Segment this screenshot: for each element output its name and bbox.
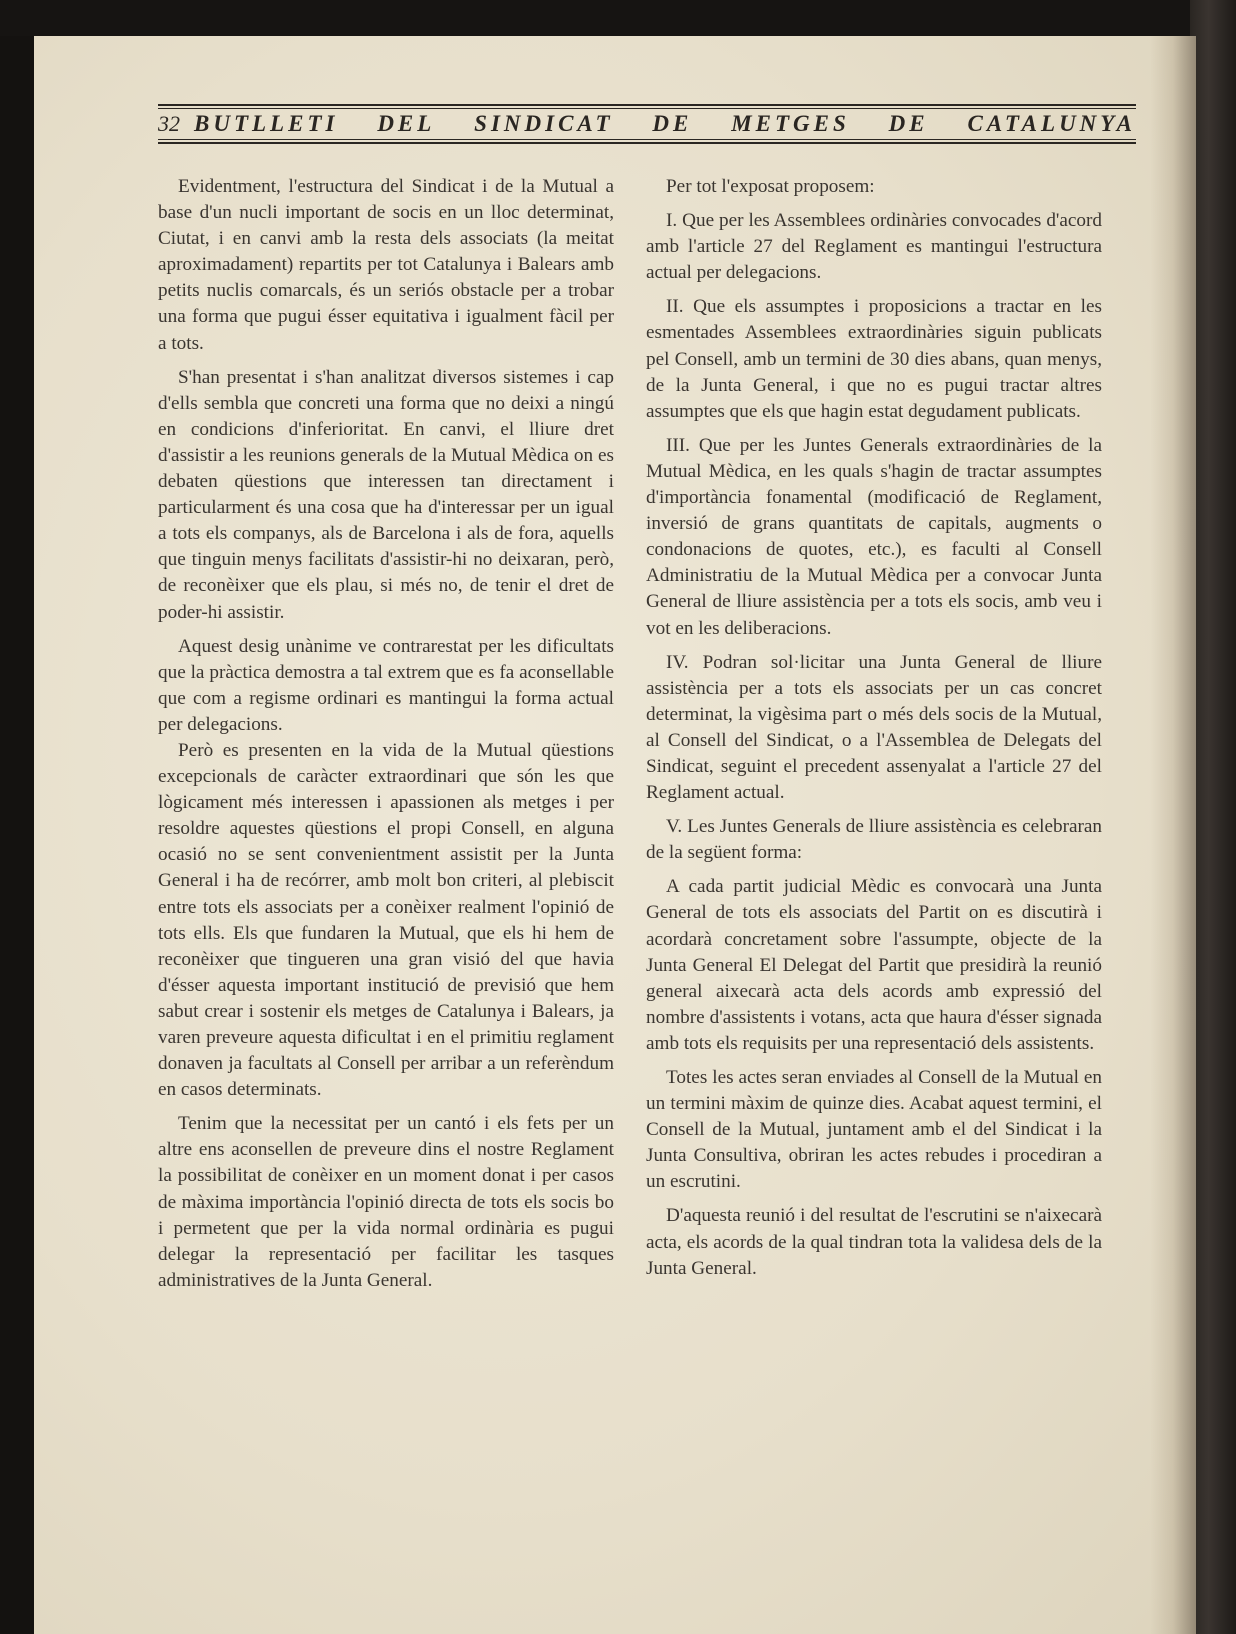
proposal-item: IV. Podran sol·licitar una Junta General de lliure assistència per a tots els associats per un cas concret determinat, la vigèsima part o més dels socis de la Mutual, al Consell del Sindicat, o a l'Assemblea de Delegats del Sindicat, seguint el precedent assenyalat a l'article 27 del Reglament actual. bbox=[646, 651, 1102, 804]
left-column bbox=[158, 174, 614, 1302]
header-rule-bottom bbox=[158, 142, 1136, 144]
running-title bbox=[194, 111, 1136, 137]
title-word: METGES bbox=[731, 111, 850, 136]
paragraph: Aquest desig unànime ve contrarestat per les dificultats que la pràctica demostra a tal extrem que es fa aconsellable que com a regisme ordinari es mantingui la forma actual per delegacions. bbox=[158, 635, 614, 735]
paragraph: Evidentment, l'estructura del Sindicat i de la Mutual a base d'un nucli important de socis en un lloc determinat, Ciutat, i en canvi amb la resta dels associats (la meitat aproximadament) repartits per tot Catalunya i Balears amb petits nuclis comarcals, és un seriós obstacle per a trobar una forma que pugui ésser equitativa i igualment fàcil per a tots. bbox=[158, 176, 614, 354]
paragraph: S'han presentat i s'han analitzat diversos sistemes i cap d'ells sembla que concreti una forma que no deixi a ningú en condicions d'inferioritat. En canvi, el lliure dret d'assistir a les reunions generals de la Mutual Mèdica on es debaten qüestions que interessen tan directament i particularment és una cosa que ha d'interessar per un igual a tots els companys, als de Barcelona i als de fora, aquells que tinguin menys facilitats d'assistir-hi no deixaran, però, de reconèixer que els plau, si més no, de tenir el dret de poder-hi assistir. bbox=[158, 366, 614, 623]
header-row bbox=[158, 110, 1136, 138]
scan-backdrop-right bbox=[1190, 0, 1236, 1634]
paragraph: A cada partit judicial Mèdic es convocarà una Junta General de tots els associats del Partit on es discutirà i acordarà concretament sobre l'assumpte, objecte de la Junta General El Delegat del Partit que presidirà la reunió general aixecarà acta dels acords amb expressió del nombre d'assistents i votans, acta que haura d'ésser signada amb tots els requisits per una representació dels assistents. bbox=[646, 876, 1102, 1054]
title-word: CATALUNYA bbox=[967, 111, 1136, 136]
proposal-item: II. Que els assumptes i proposicions a tractar en les esmentades Assemblees extraordinàries siguin publicats pel Consell, amb un termini de 30 dies abans, quan menys, de la Junta General, i que no es pugui tractar altres assumptes que els que hagin estat degudament publicats. bbox=[646, 296, 1102, 422]
paragraph: Totes les actes seran enviades al Consell de la Mutual en un termini màxim de quinze dies. Acabat aquest termini, el Consell de la Mutual, juntament amb el del Sindicat i la Junta Consultiva, obriran les actes rebudes i procediran a un escrutini. bbox=[646, 1067, 1102, 1193]
running-header bbox=[158, 68, 1136, 148]
scan-backdrop-top bbox=[0, 0, 1236, 36]
header-rule-top-thin bbox=[158, 108, 1136, 109]
paragraph: Per tot l'exposat proposem: bbox=[666, 176, 875, 197]
paragraph: Tenim que la necessitat per un cantó i els fets per un altre ens aconsellen de preveure dins el nostre Reglament la possibilitat de conèixer en un moment donat i per casos de màxima importància l'opinió directa de tots els socis bo i permetent que per la vida normal ordinària es pugui delegar la representació per facilitar les tasques administratives de la Junta General. bbox=[158, 1113, 614, 1291]
title-word: DEL bbox=[377, 111, 436, 136]
title-word: BUTLLETI bbox=[194, 111, 339, 136]
right-column bbox=[646, 174, 1102, 1290]
proposal-item: I. Que per les Assemblees ordinàries convocades d'acord amb l'article 27 del Reglament es mantingui l'estructura actual per delegacions. bbox=[646, 210, 1102, 284]
header-rule-bottom-thin bbox=[158, 139, 1136, 140]
paragraph: D'aquesta reunió i del resultat de l'escrutini se n'aixecarà acta, els acords de la qual tindran tota la validesa dels de la Junta General. bbox=[646, 1205, 1102, 1279]
title-word: DE bbox=[888, 111, 929, 136]
title-word: DE bbox=[652, 111, 693, 136]
proposal-item: III. Que per les Juntes Generals extraordinàries de la Mutual Mèdica, en les quals s'hagin de tractar assumptes d'importància fonamental (modificació de Reglament, inversió de grans quantitats de capitals, augments o condonacions de quotes, etc.), es faculti al Consell Administratiu de la Mutual Mèdica per a convocar Junta General de lliure assistència per a tots els socis, amb veu i vot en les deliberacions. bbox=[646, 434, 1102, 639]
page-number: 32 bbox=[158, 111, 180, 136]
header-rule-top bbox=[158, 104, 1136, 106]
title-word: SINDICAT bbox=[474, 111, 614, 136]
paragraph: Però es presenten en la vida de la Mutual qüestions excepcionals de caràcter extraordinari que són les que lògicament més interessen i apassionen als metges i per resoldre aquestes qüestions el propi Consell, en alguna ocasió no se sent convenientment assistit per la Junta General i ha de recórrer, amb molt bon criteri, al plebiscit entre tots els associats per a conèixer realment l'opinió de tots ells. Els que fundaren la Mutual, que els hi hem de reconèixer que tingueren una gran visió del que havia d'ésser aquesta important institució de previsió que hem sabut crear i sostenir els metges de Catalunya i Balears, ja varen preveure aquesta dificultat i en el primitiu reglament donaven ja facultats al Consell per arribar a un referèndum en casos determinats. bbox=[158, 739, 614, 1101]
proposal-item: V. Les Juntes Generals de lliure assistència es celebraran de la següent forma: bbox=[646, 816, 1102, 864]
page-edge-shadow bbox=[1150, 36, 1196, 1634]
